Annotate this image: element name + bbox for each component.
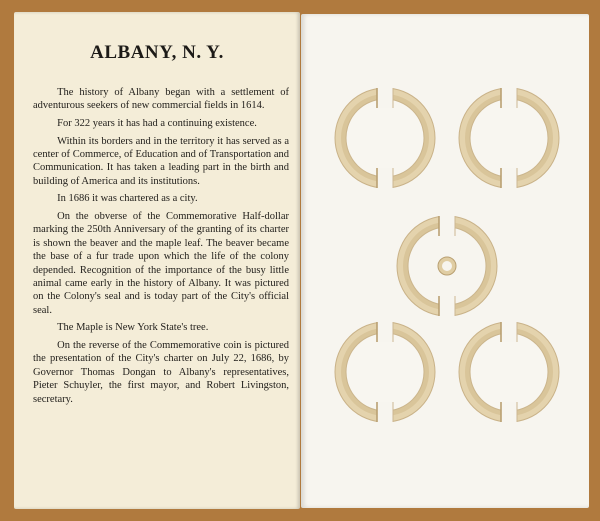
- text-panel: [14, 12, 300, 509]
- coin-slot-ring: [457, 320, 561, 424]
- coin-slot-bottom-left[interactable]: [333, 320, 437, 424]
- paragraph: The Maple is New York State's tree.: [57, 322, 209, 334]
- coin-holder-panel: [301, 14, 589, 508]
- coin-slot-ring: [333, 86, 437, 190]
- paragraph: For 322 years it has had a continuing existence.: [57, 118, 257, 129]
- coin-slot-top-left[interactable]: [333, 86, 437, 190]
- history-text: [33, 86, 289, 410]
- page-title: ALBANY, N. Y.: [90, 42, 224, 63]
- paragraph: The history of Albany began with a settlement of adventurous seekers of new commercial fields in 1614.: [33, 87, 289, 112]
- coin-slot-ring: [395, 214, 499, 318]
- coin-slot-center[interactable]: [395, 214, 499, 318]
- coin-slot-ring: [457, 86, 561, 190]
- paragraph: In 1686 it was chartered as a city.: [57, 193, 198, 205]
- paragraph: Within its borders and in the territory it has served as a center of Commerce, of Education and of Transportation and Communication. It has taken a leading part in the birth and building of America and its institutions.: [33, 135, 289, 187]
- paragraph: On the reverse of the Commemorative coin is pictured the presentation of the City's charter on July 22, 1686, by Governor Thomas Dongan to Albany's representatives, Pieter Schuyler, the first mayor, and Robert Livingston, secretary.: [33, 340, 289, 405]
- coin-slot-ring: [333, 320, 437, 424]
- coin-slot-bottom-right[interactable]: [457, 320, 561, 424]
- paragraph: On the obverse of the Commemorative Half-dollar marking the 250th Anniversary of the granting of its charter is shown the beaver and the maple leaf. The beaver became the base of a fur trade upon which the life of the colony depended. Recognition of the importance of the busy little animal came early in the history of Albany. It was pictured on the Colony's seal and is today part of the City's official seal.: [33, 211, 289, 316]
- coin-slot-top-right[interactable]: [457, 86, 561, 190]
